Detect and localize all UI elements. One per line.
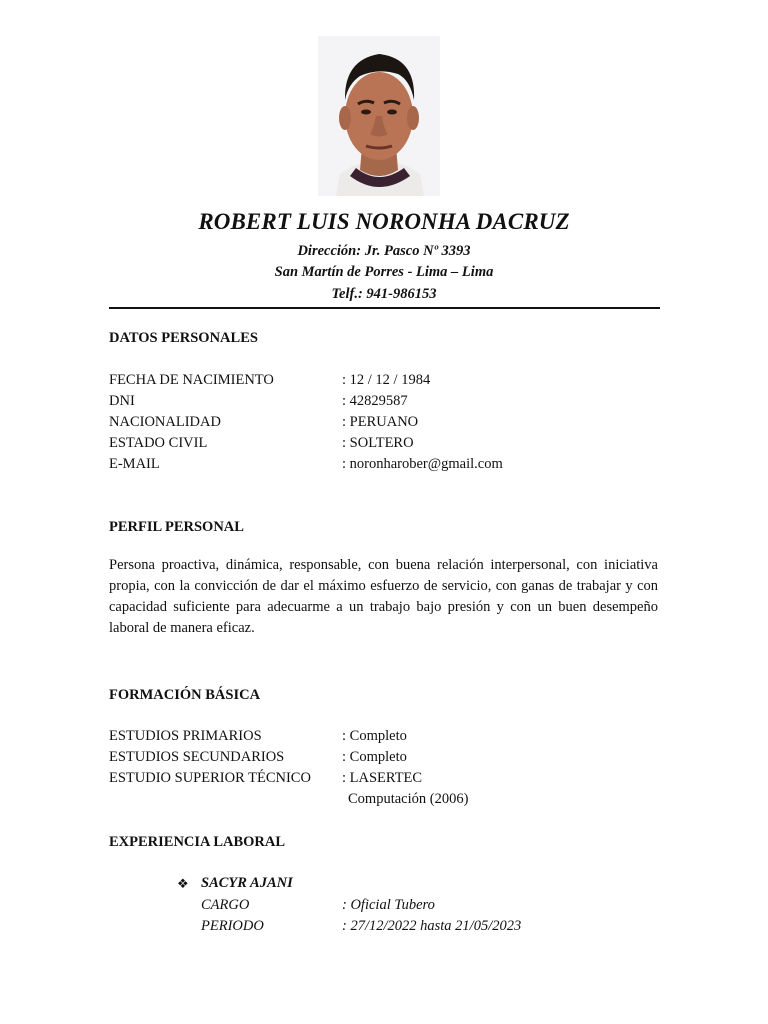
- field-value: : SOLTERO: [342, 435, 414, 451]
- section-title-perfil-personal: PERFIL PERSONAL: [109, 519, 244, 535]
- field-label: CARGO: [201, 897, 250, 913]
- section-title-formacion-basica: FORMACIÓN BÁSICA: [109, 687, 261, 703]
- field-value: : Oficial Tubero: [342, 897, 435, 913]
- header-divider: [109, 307, 660, 309]
- section-title-experiencia-laboral: EXPERIENCIA LABORAL: [109, 834, 286, 850]
- candidate-name: ROBERT LUIS NORONHA DACRUZ: [198, 209, 570, 234]
- field-value: : PERUANO: [342, 414, 419, 430]
- field-label: PERIODO: [201, 918, 264, 934]
- diamond-bullet-icon: ❖: [177, 876, 189, 891]
- profile-photo: [318, 36, 440, 196]
- section-title-datos-personales: DATOS PERSONALES: [109, 330, 258, 346]
- email-value: : noronharober@gmail.com: [342, 456, 503, 472]
- field-label: FECHA DE NACIMIENTO: [109, 372, 274, 388]
- field-value-continuation: Computación (2006): [348, 791, 469, 807]
- field-label: ESTUDIOS SECUNDARIOS: [109, 749, 285, 765]
- field-value: : 12 / 12 / 1984: [342, 372, 431, 388]
- field-label: E-MAIL: [109, 456, 160, 472]
- field-value: : Completo: [342, 728, 407, 744]
- company-name: SACYR AJANI: [201, 875, 293, 891]
- field-label: DNI: [109, 393, 135, 409]
- field-label: ESTADO CIVIL: [109, 435, 208, 451]
- address-line-2: San Martín de Porres - Lima – Lima: [274, 264, 494, 280]
- field-value: : Completo: [342, 749, 407, 765]
- field-label: NACIONALIDAD: [109, 414, 221, 430]
- field-value: : 42829587: [342, 393, 408, 409]
- address-line-1: Dirección: Jr. Pasco Nº 3393: [297, 243, 471, 259]
- field-value: : LASERTEC: [342, 770, 423, 786]
- field-value: : 27/12/2022 hasta 21/05/2023: [342, 918, 522, 934]
- field-label: ESTUDIOS PRIMARIOS: [109, 728, 262, 744]
- field-label: ESTUDIO SUPERIOR TÉCNICO: [109, 770, 311, 786]
- phone-line: Telf.: 941-986153: [331, 286, 437, 302]
- perfil-paragraph: Persona proactiva, dinámica, responsable, con buena relación interpersonal, con iniciativa propia, con la convicción de dar el máximo esfuerzo de servicio, con ganas de trabajar y con capacidad suficiente para adecuarme a un trabajo bajo presión y con un buen desempeño laboral de manera eficaz.: [109, 557, 658, 636]
